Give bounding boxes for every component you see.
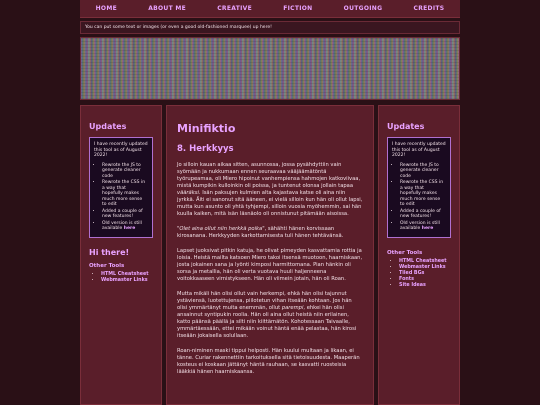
paragraph (177, 226, 363, 240)
nav-outgoing[interactable]: OUTGOING (343, 5, 383, 12)
updates-heading: Updates (89, 122, 127, 131)
other-tools (89, 263, 153, 284)
nav-home[interactable]: HOME (95, 5, 117, 12)
nav-about-me[interactable]: ABOUT ME (148, 5, 187, 12)
paragraph-text: . Isän paksujen kulmien alta kajastava katse oli aina niin jyrkkä. Äiti ei sanonut sitä ääneen, ei vielä silloin kun hän oli ollut lapsi, mutta kun asunto oli yhtä tyhjempi, silloin vuosia myöhemmin, sai hän kuulla kaiken, mitä isän läsnäolo oli onnistunut pitämään aisoissa. (177, 190, 363, 217)
paragraph-emphasis: parempi (281, 305, 304, 311)
paragraph-emphasis: vääräksi (177, 190, 199, 196)
update-item (400, 221, 446, 232)
update-item-text: Old version is still available (102, 220, 142, 231)
paragraph-text: , sähähti hänen korvissaan kirosanana. Herkkyyden karkottamisesta tuli hänen tehtävänsä. (177, 226, 344, 239)
other-tools (387, 250, 451, 289)
right-sidebar (378, 105, 460, 405)
hi-there-heading: Hi there! (89, 247, 130, 257)
top-navbar (80, 0, 460, 18)
main-content (166, 105, 374, 405)
nav-creative[interactable]: CREATIVE (217, 5, 252, 12)
fonts-link[interactable]: Fonts (399, 276, 414, 282)
other-tools-heading: Other Tools (89, 262, 125, 269)
nav-fiction[interactable]: FICTION (283, 5, 313, 12)
paragraph (177, 162, 363, 218)
tiled-bgs-link[interactable]: Tiled BGs (399, 270, 425, 276)
paragraph: Roan-niminen maski tippui helposti. Hän kuului multaan ja likaan, ei tänne. Curiar rakennettiin tarkoituksella sitä tietoisuudesta. Maaperän kosteus ei koskaan jättänyt häntä rauhaan, se kasvatti ruosteisia lääkkiä hänen haarniskaansa. (177, 348, 360, 375)
update-item: • Rewrote the JS to generate cleaner code (400, 163, 446, 180)
nav-credits[interactable]: CREDITS (413, 5, 445, 12)
webmaster-links-link[interactable]: Webmaster Links (399, 264, 446, 270)
updates-box (387, 137, 451, 238)
left-sidebar (80, 105, 162, 405)
update-item: • Added a couple of new features! (400, 209, 446, 220)
other-tools-heading: Other Tools (387, 249, 423, 256)
updates-heading: Updates (387, 122, 425, 131)
update-item: • Added a couple of new features! (102, 209, 148, 220)
updates-box (89, 137, 153, 238)
update-intro: I have recently updated this tool as of August 2022! (392, 142, 446, 158)
update-item (102, 221, 148, 232)
paragraph: Lapset juoksivat pitkin katuja, he olivat pimeyden kasvattamia rottia ja loisia. Heistä mailta katsoen Miero takoi itsensä muotoon, haarniskaan, josta jokainen sana ja lyönti kimposi harmittomana. Pian hänkin oli sorsa ja metallia, hän oli verta vuotava huuli haljenneena voitokkaaseen virnistykseen. Hän oli viimein jotain, hän oli Roan. (177, 248, 363, 282)
old-version-link[interactable]: here (123, 226, 136, 231)
update-intro: I have recently updated this tool as of August 2022! (94, 142, 148, 158)
old-version-link[interactable]: here (421, 226, 434, 231)
update-item: • Rewrote the JS to generate cleaner code (102, 163, 148, 180)
tool-item (101, 278, 153, 284)
site-ideas-link[interactable]: Site Ideas (399, 282, 426, 288)
marquee-text: You can put some text or images (or even a good old-fashioned marquee) up here! (80, 21, 460, 34)
paragraph-text: Mutta mikäli hän olisi ollut vain herkempi, ehkä hän olisi tajunnut ystäviensä, luotettujensa, piilotetun vihan itseään kohtaan. Jos hän olisi ymmärtänyt muita enemmän, ollut (177, 291, 352, 311)
html-cheatsheet-link[interactable]: HTML Cheatsheet (101, 271, 149, 277)
webmaster-links-link[interactable]: Webmaster Links (101, 277, 148, 283)
paragraph-text: , ehkei hän olisi ansainnut syntipukin roolia. Hän oli aina ollut heistä niin erilainen, katto päänsä päällä ja silti niin kiittämätön. Kohotessaan Taivaalle, ymmärtäessään, ettei mikään voinut häntä enää pelastaa, hän kirosi itseään jokaisella solullaan. (177, 305, 357, 339)
post-title: 8. Herkkyys (177, 144, 234, 154)
header-banner-image (80, 37, 460, 100)
paragraph-text: Jo silloin kauan aikaa sitten, asunnossa, jossa pysähdyttiin vain syömään ja nukkumaan ennen seuraavaa vääjäämätöntä työrupeamaa, oli Miero hipoinut vanhempiensa hahmojen katkoviivaa, mistä kumpikin kulloinkin oli poissa, ja tuntenut olonsa jollain tapaa (177, 162, 361, 189)
paragraph-quote: "Olet aina ollut niin herkkä poika" (177, 226, 265, 232)
update-item-text: Old version is still available (400, 220, 440, 231)
paragraph (177, 291, 363, 340)
html-cheatsheet-link[interactable]: HTML Cheatsheet (399, 258, 447, 264)
tool-item (399, 283, 451, 289)
update-item: • Rewrote the CSS in a way that hopefully makes much more sense to edit (102, 180, 148, 208)
update-item: • Rewrote the CSS in a way that hopefully makes much more sense to edit (400, 180, 446, 208)
site-title: Minifiktio (177, 122, 236, 135)
